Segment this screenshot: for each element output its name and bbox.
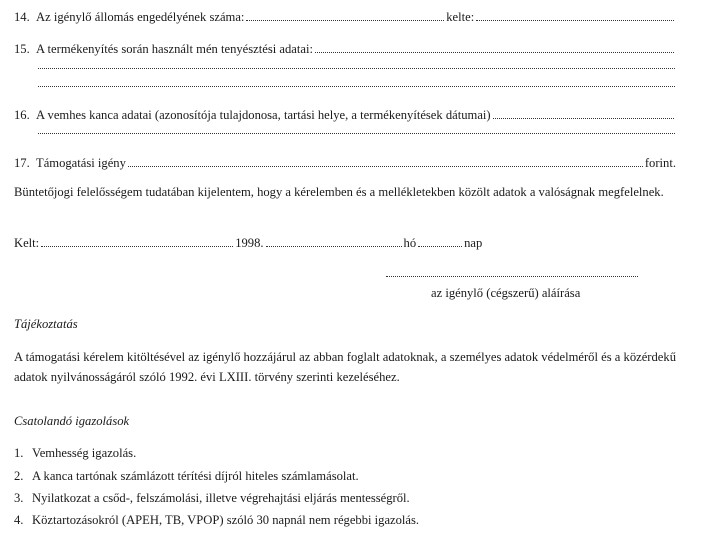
- signature-field[interactable]: [386, 266, 638, 277]
- support-amount-field[interactable]: [128, 156, 643, 167]
- stallion-data-field[interactable]: [315, 42, 674, 53]
- item-number: 16.: [14, 108, 30, 122]
- attachment-item: [14, 490, 410, 506]
- item-14: [14, 9, 676, 25]
- date-label: kelte:: [446, 10, 475, 24]
- item-16: [14, 107, 676, 123]
- attachment-item: [14, 512, 419, 528]
- day-label: nap: [464, 236, 483, 250]
- attachment-item: [14, 445, 136, 461]
- license-date-field[interactable]: [476, 10, 674, 21]
- declaration-text: Büntetőjogi felelősségem tudatában kijelentem, hogy a kérelemben és a mellékletekben közölt adatok a valóságnak megfelelnek.: [14, 185, 664, 199]
- place-field[interactable]: [41, 236, 233, 247]
- mare-data-field[interactable]: [493, 108, 674, 119]
- month-label: hó: [403, 236, 417, 250]
- attachment-text: Köztartozásokról (APEH, TB, VPOP) szóló 30 napnál nem régebbi igazolás.: [32, 513, 420, 527]
- item-number: 17.: [14, 156, 30, 170]
- info-text: A támogatási kérelem kitöltésével az igénylő hozzájárul az abban foglalt adatoknak, a személyes adatok védelméről és a közérdekű adatok nyilvánosságáról szóló 1992. évi LXIII. törvény szerinti kezeléséhez.: [14, 350, 676, 384]
- attachment-number: 3.: [14, 491, 24, 505]
- item-17: [14, 155, 676, 171]
- attachment-text: A kanca tartónak számlázott térítési díjról hiteles számlamásolat.: [32, 469, 359, 483]
- license-number-field[interactable]: [246, 10, 444, 21]
- mare-data-field-line-2[interactable]: [38, 123, 675, 134]
- attachments-heading: Csatolandó igazolások: [14, 414, 130, 428]
- item-label: Az igénylő állomás engedélyének száma:: [36, 10, 245, 24]
- month-field[interactable]: [266, 236, 402, 247]
- day-field[interactable]: [418, 236, 462, 247]
- attachment-text: Nyilatkozat a csőd-, felszámolási, illetve végrehajtási eljárás mentességről.: [32, 491, 410, 505]
- stallion-data-field-line-2[interactable]: [38, 58, 675, 69]
- attachment-number: 4.: [14, 513, 24, 527]
- currency-label: forint.: [644, 156, 676, 170]
- item-label: Támogatási igény: [36, 156, 126, 170]
- attachment-number: 2.: [14, 469, 24, 483]
- attachment-item: [14, 468, 359, 484]
- kelt-label: Kelt:: [14, 236, 40, 250]
- year-label: 1998.: [235, 236, 264, 250]
- info-heading: Tájékoztatás: [14, 317, 78, 331]
- stallion-data-field-line-3[interactable]: [38, 76, 675, 87]
- item-number: 14.: [14, 10, 30, 24]
- item-label: A vemhes kanca adatai (azonosítója tulajdonosa, tartási helye, a termékenyítések dátumai): [36, 108, 491, 122]
- item-label: A termékenyítés során használt mén tenyésztési adatai:: [36, 42, 313, 56]
- signature-caption: az igénylő (cégszerű) aláírása: [431, 286, 581, 300]
- date-line: [14, 235, 514, 251]
- attachment-text: Vemhesség igazolás.: [32, 446, 137, 460]
- attachment-number: 1.: [14, 446, 24, 460]
- item-number: 15.: [14, 42, 30, 56]
- item-15: [14, 41, 676, 57]
